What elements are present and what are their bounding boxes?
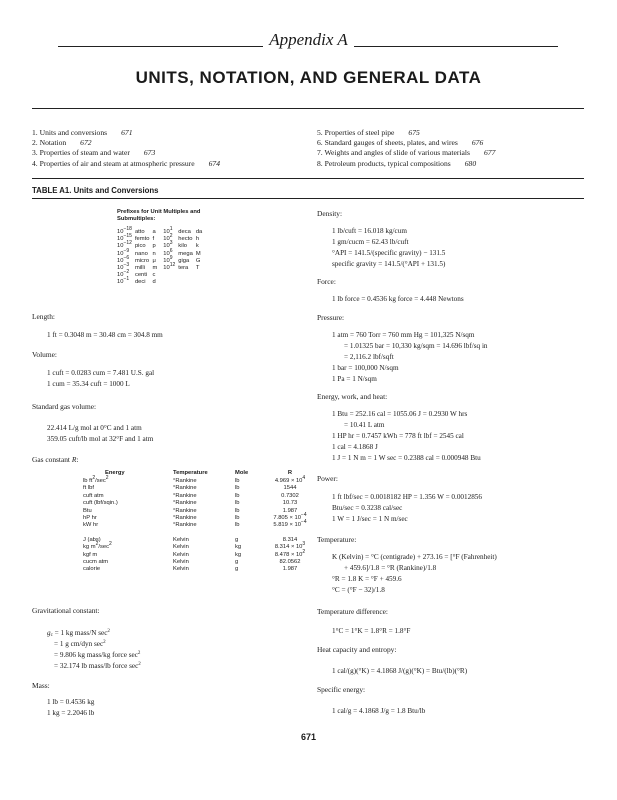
appendix-label: Appendix A — [0, 30, 617, 50]
gravitational-line: = 9.806 kg mass/kg force $\sec^2$ — [54, 651, 141, 659]
prefix-power: $10^2$ — [163, 233, 173, 243]
r-cell: 0.7302 — [281, 492, 299, 499]
prefix-symbol: k — [195, 243, 199, 250]
volume-line: 1 cuft = 0.0283 cum = 7.481 U.S. gal — [47, 369, 155, 377]
r-cell: 8.314 — [282, 536, 298, 543]
gravitational-line: $g_c = 1$ kg mass/N $\sec^2$ — [47, 629, 110, 638]
toc-item[interactable]: 5. Properties of steel pipe 675 — [317, 128, 420, 137]
energy-cell: calorie — [83, 566, 101, 573]
gas-constant-row — [83, 500, 313, 507]
gas-constant-row — [83, 559, 313, 566]
energy-line: 1 cal = 4.1868 J — [332, 443, 378, 451]
temperature-line: °C = (°F − 32)/1.8 — [332, 586, 385, 594]
prefix-symbol: da — [195, 229, 203, 235]
prefix-symbol — [196, 279, 205, 286]
col-header: Mole — [235, 470, 249, 476]
prefix-power: $10^{-15}$ — [117, 233, 132, 243]
gas-constant-row — [83, 522, 313, 529]
specific-energy-heading: Specific energy: — [317, 685, 366, 694]
prefix-symbol: T — [195, 265, 200, 272]
prefix-symbol: c — [152, 272, 156, 279]
prefix-name: milli — [134, 265, 145, 272]
table-title-rule — [32, 198, 584, 199]
pressure-heading: Pressure: — [317, 313, 345, 322]
prefix-name: micro — [134, 257, 150, 264]
gas-constant-heading: Gas constant R: — [32, 455, 79, 464]
mole-cell: lb — [235, 492, 240, 499]
prefix-power: $10^{-2}$ — [117, 269, 130, 279]
toc-item[interactable]: 4. Properties of air and steam at atmospheric pressure 674 — [32, 158, 220, 168]
prefix-row — [117, 272, 205, 279]
volume-heading: Volume: — [32, 350, 57, 359]
temperature-heading: Temperature: — [317, 535, 357, 544]
prefix-power — [163, 272, 178, 279]
temperature-cell: °Rankine — [173, 500, 197, 507]
prefix-name — [178, 272, 196, 279]
mole-cell: lb — [235, 515, 240, 522]
prefix-symbol: f — [152, 236, 155, 243]
r-cell: $8.478 \times 10^2$ — [274, 548, 306, 558]
length-heading: Length: — [32, 312, 55, 321]
density-heading: Density: — [317, 209, 343, 218]
prefix-symbol: m — [152, 265, 158, 272]
temp-diff-heading: Temperature difference: — [317, 607, 388, 616]
prefix-name: mega — [178, 250, 193, 257]
temperature-cell: Kelvin — [173, 566, 189, 573]
col-header: Energy — [105, 470, 125, 476]
prefix-power: $10^{12}$ — [163, 262, 176, 272]
energy-cell: kg $m^2/\sec^2$ — [83, 541, 112, 551]
energy-cell: kgf m — [83, 551, 98, 558]
prefix-name: femto — [134, 236, 150, 243]
temperature-cell: Kelvin — [173, 559, 189, 566]
prefix-power: $10^{-12}$ — [117, 240, 132, 250]
temperature-cell: °Rankine — [173, 492, 197, 499]
prefix-name: centi — [134, 272, 148, 279]
prefix-name: giga — [178, 257, 190, 264]
mass-heading: Mass: — [32, 681, 50, 690]
temp-diff-line: 1°C = 1°K = 1.8°R = 1.8°F — [332, 627, 411, 635]
prefix-name: tera — [178, 265, 189, 272]
toc-item[interactable]: 2. Notation 672 — [32, 138, 92, 148]
pressure-line: 1 bar = 100,000 N/sqm — [332, 364, 399, 372]
mole-cell: g — [235, 566, 239, 573]
mass-line: 1 kg = 2.2046 lb — [47, 709, 95, 717]
prefix-power: $10^9$ — [163, 254, 173, 264]
r-cell: 1.987 — [282, 566, 298, 573]
prefix-name: deca — [178, 229, 191, 235]
prefix-power: $10^{-9}$ — [117, 247, 130, 257]
temperature-cell: °Rankine — [173, 478, 197, 484]
length-line: 1 ft = 0.3048 m = 30.48 cm = 304.8 mm — [47, 331, 163, 339]
temperature-cell: °Rankine — [173, 515, 197, 522]
prefix-power: $10^1$ — [163, 226, 173, 235]
mole-cell: lb — [235, 522, 240, 529]
mole-cell: g — [235, 559, 239, 566]
density-line: 1 lb/cuft = 16.018 kg/cum — [332, 227, 407, 235]
specific-energy-line: 1 cal/g = 4.1868 J/g = 1.8 Btu/lb — [332, 707, 426, 715]
temperature-cell: °Rankine — [173, 507, 197, 514]
mole-cell: lb — [235, 507, 240, 514]
r-cell: 10.73 — [282, 500, 298, 507]
prefix-name — [178, 279, 196, 286]
power-line: 1 ft lbf/sec = 0.0018182 HP = 1.356 W = 0.0012856 — [332, 493, 482, 501]
prefix-symbol: M — [195, 250, 201, 257]
mole-cell: kg — [235, 544, 242, 551]
energy-cell: J (abs) — [83, 536, 101, 543]
energy-line: 1 HP hr = 0.7457 kWh = 778 ft lbf = 2545 cal — [332, 432, 464, 440]
prefix-symbol: μ — [152, 257, 156, 264]
power-heading: Power: — [317, 474, 338, 483]
prefix-symbol: a — [152, 229, 156, 235]
temperature-line: K (Kelvin) = °C (centigrade) + 273.16 = [°F (Fahrenheit) — [332, 553, 497, 561]
mole-cell: lb — [235, 500, 240, 507]
toc-item[interactable]: 7. Weights and angles of slide of various materials 677 — [317, 148, 496, 158]
gravitational-line: = 1 g cm/dyn $\sec^2$ — [54, 640, 106, 648]
prefix-power: $10^{-3}$ — [117, 262, 130, 272]
col-header: Temperature — [173, 470, 208, 476]
prefix-row — [117, 243, 205, 250]
mole-cell: lb — [235, 485, 240, 492]
gas-constant-table — [83, 470, 313, 574]
energy-cell: lb $ft^2/\sec^2$ — [83, 475, 109, 484]
density-line: specific gravity = 141.5/(°API + 131.5) — [332, 260, 446, 268]
gas-constant-row — [83, 478, 313, 485]
prefix-row — [117, 258, 205, 265]
prefix-table — [117, 226, 205, 287]
energy-line: 1 J = 1 N m = 1 W sec = 0.2388 cal = 0.000948 Btu — [332, 454, 481, 462]
temperature-line: + 459.6]/1.8 = °R (Rankine)/1.8 — [344, 564, 437, 572]
gas-constant-row — [83, 544, 313, 551]
r-cell: $8.314 \times 10^3$ — [274, 541, 306, 551]
pressure-line: 1 Pa = 1 N/sqm — [332, 375, 377, 383]
title-rule — [32, 108, 584, 109]
page-number: 671 — [300, 732, 317, 742]
prefix-name: kilo — [178, 243, 187, 250]
gas-constant-row — [83, 493, 313, 500]
energy-line: = 10.41 L atm — [344, 421, 385, 429]
gas-constant-row — [83, 552, 313, 559]
r-cell: $4.969 \times 10^4$ — [274, 475, 306, 484]
energy-cell: kW hr — [83, 522, 99, 529]
volume-line: 1 cum = 35.34 cuft = 1000 L — [47, 380, 130, 388]
energy-cell: cuft (lbf/sqin.) — [83, 500, 118, 507]
force-line: 1 lb force = 0.4536 kg force = 4.448 Newtons — [332, 295, 464, 303]
page-title: UNITS, NOTATION, AND GENERAL DATA — [135, 68, 482, 87]
temperature-cell: °Rankine — [173, 522, 197, 529]
prefix-power: $10^{-18}$ — [117, 226, 132, 235]
heat-capacity-heading: Heat capacity and entropy: — [317, 645, 397, 654]
prefix-power: $10^3$ — [163, 240, 173, 250]
gas-constant-row — [83, 566, 313, 573]
energy-cell: Btu — [83, 507, 92, 514]
r-cell: 1.987 — [282, 507, 298, 514]
prefix-heading: Prefixes for Unit Multiples and Submultiples: — [117, 209, 201, 223]
prefix-symbol: d — [152, 279, 156, 286]
mole-cell: kg — [235, 551, 242, 558]
temperature-cell: Kelvin — [173, 551, 189, 558]
prefix-row — [117, 279, 205, 286]
prefix-symbol: h — [195, 236, 200, 243]
energy-cell: cuft atm — [83, 492, 104, 499]
energy-cell: cucm atm — [83, 559, 109, 566]
standard-gas-line: 22.414 L/g mol at 0°C and 1 atm — [47, 424, 142, 432]
gas-constant-row — [83, 485, 313, 492]
prefix-symbol: n — [152, 250, 156, 257]
prefix-name: nano — [134, 250, 148, 257]
toc-left — [32, 128, 220, 169]
prefix-row — [117, 251, 205, 258]
force-heading: Force: — [317, 277, 336, 286]
prefix-symbol — [196, 272, 205, 279]
prefix-power — [163, 279, 178, 286]
pressure-line: = 2,116.2 lbf/sqft — [344, 353, 394, 361]
r-cell: 1544 — [283, 485, 297, 492]
prefix-row — [117, 265, 205, 272]
temperature-cell: Kelvin — [173, 544, 189, 551]
r-cell: $7.805 \times 10^{-4}$ — [273, 512, 307, 522]
prefix-power: $10^6$ — [163, 247, 173, 257]
toc-rule — [32, 178, 584, 179]
toc-item[interactable]: 8. Petroleum products, typical compositions 680 — [317, 158, 477, 168]
prefix-name: deci — [134, 279, 146, 286]
mass-line: 1 lb = 0.4536 kg — [47, 698, 95, 706]
toc-right — [317, 128, 495, 169]
gravitational-line: = 32.174 lb mass/lb force $\sec^2$ — [54, 662, 141, 670]
standard-gas-heading: Standard gas volume: — [32, 402, 97, 411]
energy-cell: ft lbf — [83, 485, 94, 492]
table-title: TABLE A1. Units and Conversions — [32, 186, 159, 195]
energy-cell: hP hr — [83, 515, 97, 522]
r-cell: 82.0562 — [279, 559, 301, 566]
energy-line: 1 Btu = 252.16 cal = 1055.06 J = 0.2930 W hrs — [332, 410, 468, 418]
temperature-cell: Kelvin — [173, 536, 189, 543]
power-line: 1 W = 1 J/sec = 1 N m/sec — [332, 515, 408, 523]
prefix-power: $10^{-1}$ — [117, 276, 130, 286]
energy-heading: Energy, work, and heat: — [317, 392, 388, 401]
prefix-symbol: G — [195, 257, 201, 264]
gravitational-heading: Gravitational constant: — [32, 606, 100, 615]
col-header: R — [287, 470, 293, 476]
toc-item[interactable]: 6. Standard gauges of sheets, plates, and wires 676 — [317, 138, 484, 148]
temperature-cell: °Rankine — [173, 485, 197, 492]
prefix-power: $10^{-6}$ — [117, 254, 130, 264]
gas-constant-row — [83, 508, 313, 515]
r-cell: $5.819 \times 10^{-4}$ — [273, 519, 307, 529]
power-line: Btu/sec = 0.3238 cal/sec — [332, 504, 403, 512]
prefix-name: pico — [134, 243, 146, 250]
toc-item[interactable]: 1. Units and conversions 671 — [32, 128, 133, 137]
pressure-line: 1 atm = 760 Torr = 760 mm Hg = 101,325 N/sqm — [332, 331, 475, 339]
prefix-symbol: p — [152, 243, 156, 250]
toc-item[interactable]: 3. Properties of steam and water 673 — [32, 148, 156, 158]
temperature-line: °R = 1.8 K = °F + 459.6 — [332, 575, 402, 583]
prefix-name: atto — [134, 229, 145, 235]
density-line: 1 gm/cucm = 62.43 lb/cuft — [332, 238, 409, 246]
heat-capacity-line: 1 cal/(g)(°K) = 4.1868 J/(g)(°K) = Btu/(lb)(°R) — [332, 667, 468, 675]
standard-gas-line: 359.05 cuft/lb mol at 32°F and 1 atm — [47, 435, 154, 443]
prefix-name: hecto — [178, 236, 193, 243]
mole-cell: lb — [235, 478, 240, 484]
mole-cell: g — [235, 536, 239, 543]
pressure-line: = 1.01325 bar = 10,330 kg/sqm = 14.696 lbf/sq in — [344, 342, 488, 350]
density-line: °API = 141.5/(specific gravity) − 131.5 — [332, 249, 446, 257]
